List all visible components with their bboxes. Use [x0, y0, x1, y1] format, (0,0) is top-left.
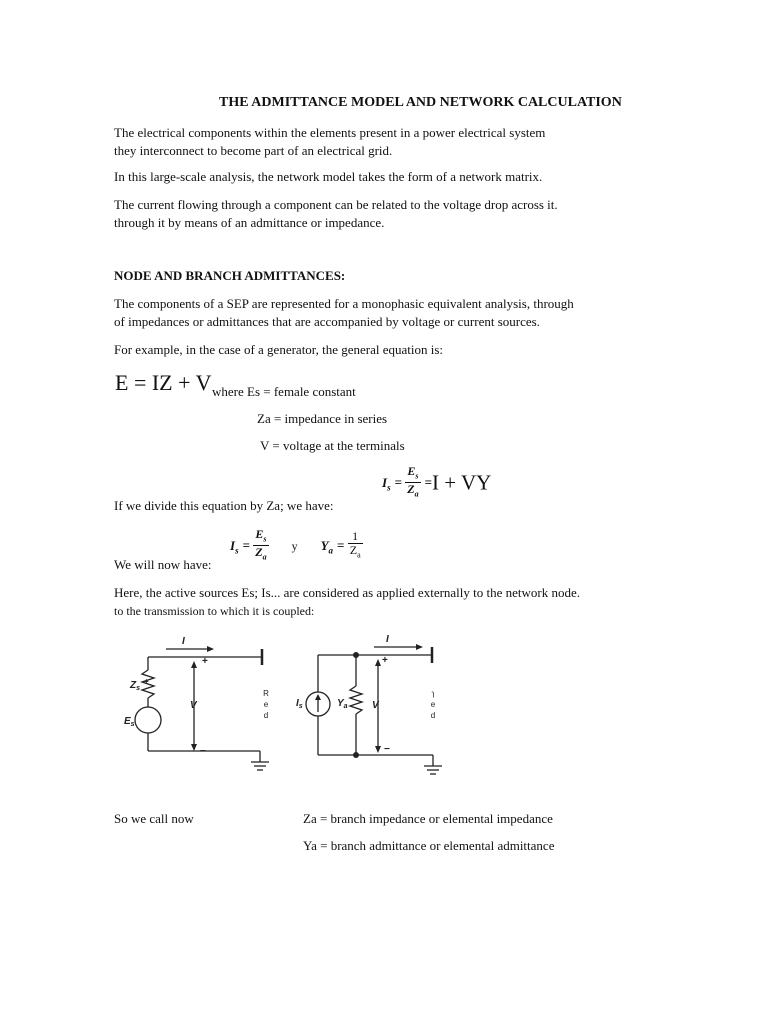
- intro-line-4: The current flowing through a component can be related to the voltage drop across it.: [114, 197, 558, 212]
- left-current-label: I: [182, 636, 185, 647]
- zs-label: $Z_s$: [130, 680, 141, 692]
- active-line-2: to the transmission to which it is coupled:: [114, 604, 315, 618]
- section-line-1: The components of a SEP are represented for a monophasic equivalent analysis, through: [114, 296, 574, 311]
- ya-label: $Y_a$: [337, 698, 348, 710]
- circuit-diagrams: [110, 628, 460, 798]
- section-line-3: For example, in the case of a generator, the general equation is:: [114, 342, 444, 357]
- right-net-letter-3: d: [430, 711, 436, 720]
- eq-pair-ya-fraction: $\frac{1}{Z_a}$: [349, 529, 361, 560]
- intro-line-5: through it by means of an admittance or impedance.: [114, 215, 385, 230]
- left-minus-label: −: [200, 746, 206, 757]
- now-text: We will now have:: [114, 557, 212, 572]
- equation-is: $I_s$ = $\frac{E_s}{Z_a}$ =I + VY: [382, 464, 492, 499]
- active-line-1: Here, the active sources Es; Is... are considered as applied externally to the network node.: [114, 585, 581, 600]
- left-net-letter-3: d: [263, 711, 269, 720]
- eq-pair-is: $I_s$: [230, 537, 239, 556]
- eq-pair-fraction: $\frac{E_s}{Z_a}$: [255, 527, 267, 562]
- left-net-letter-2: e: [263, 700, 269, 709]
- right-current-label: I: [386, 634, 389, 645]
- left-net-letter-1: R: [263, 689, 269, 698]
- eq-pair-ya: $Y_a$: [320, 537, 334, 556]
- definition-za: Za = branch impedance or elemental impedance: [303, 811, 553, 826]
- left-voltage-label: V: [190, 700, 197, 711]
- eq-is-lhs: $I_s$: [382, 474, 391, 493]
- intro-line-3: In this large-scale analysis, the network model takes the form of a network matrix.: [114, 169, 543, 184]
- equation-def-2: Za = impedance in series: [257, 411, 388, 426]
- definition-ya: Ya = branch admittance or elemental admittance: [303, 838, 555, 853]
- eq-pair-connector: y: [291, 538, 298, 553]
- equation-def-1: where Es = female constant: [212, 384, 356, 399]
- right-plus-label: +: [382, 655, 388, 666]
- intro-line-1: The electrical components within the elements present in a power electrical system: [114, 125, 546, 140]
- eq-is-tail: I + VY: [432, 470, 492, 495]
- right-net-letter-1: ɿ: [431, 689, 435, 698]
- equation-pair: $I_s$ = $\frac{E_s}{Z_a}$ y $Y_a$ = $\frac{1}{Z_a}$: [230, 527, 361, 562]
- es-label: $E_s$: [124, 716, 135, 728]
- right-net-letter-2: e: [430, 700, 436, 709]
- intro-line-2: they interconnect to become part of an electrical grid.: [114, 143, 393, 158]
- equation-def-3: V = voltage at the terminals: [260, 438, 405, 453]
- call-now-text: So we call now: [114, 811, 194, 826]
- divide-text: If we divide this equation by Za; we have:: [114, 498, 334, 513]
- right-voltage-label: V: [372, 700, 379, 711]
- section-heading: NODE AND BRANCH ADMITTANCES:: [114, 268, 346, 283]
- page-title: THE ADMITTANCE MODEL AND NETWORK CALCULATION: [219, 95, 622, 110]
- section-line-2: of impedances or admittances that are accompanied by voltage or current sources.: [114, 314, 540, 329]
- main-equation: E = IZ + V: [115, 370, 212, 395]
- es-plus-label: +: [144, 677, 149, 686]
- is-label: $I_s$: [296, 698, 303, 710]
- eq-is-fraction: $\frac{E_s}{Z_a}$: [407, 464, 419, 499]
- right-minus-label: −: [384, 744, 390, 755]
- left-plus-label: +: [202, 656, 208, 667]
